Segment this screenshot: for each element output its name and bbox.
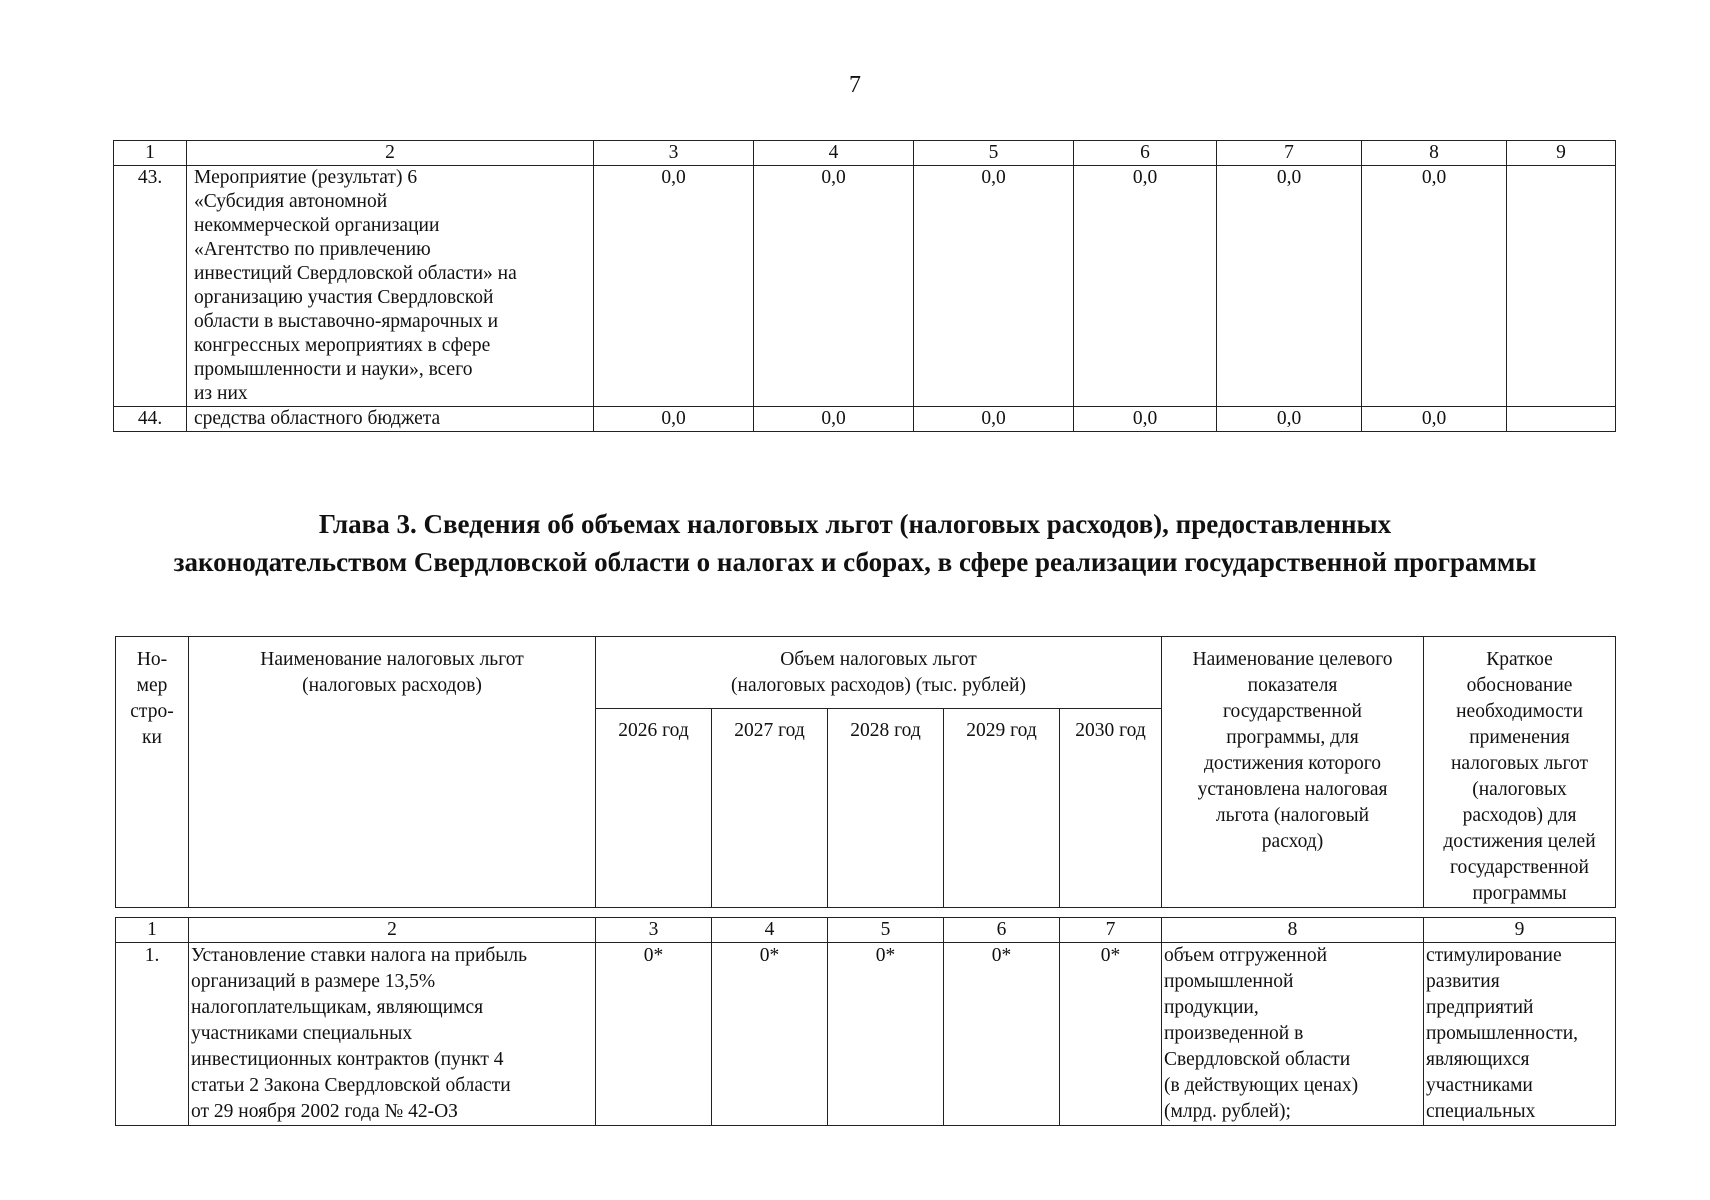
text-line: участниками специальных bbox=[191, 1023, 413, 1044]
table-header-row bbox=[114, 141, 1616, 166]
justification-cell bbox=[1424, 943, 1616, 1126]
value-cell: 0,0 bbox=[1074, 407, 1217, 432]
text-line: промышленности, bbox=[1426, 1023, 1579, 1044]
text-line: льгота (налоговый bbox=[1215, 805, 1370, 826]
value-cell: 0,0 bbox=[1217, 166, 1362, 407]
value-cell: 0,0 bbox=[1362, 166, 1507, 407]
chapter-title-line: Глава 3. Сведения об объемах налоговых льгот (налоговых расходов), предоставленных bbox=[318, 509, 1392, 539]
text-line: программы, для bbox=[1226, 727, 1359, 748]
column-number: 5 bbox=[914, 141, 1074, 166]
text-line: развития bbox=[1426, 971, 1500, 992]
text-line: Но- bbox=[136, 649, 168, 670]
row-name bbox=[189, 943, 596, 1126]
value-cell: 0* bbox=[1060, 943, 1162, 1126]
value-cell: 0,0 bbox=[754, 166, 914, 407]
target-indicator-cell bbox=[1162, 943, 1424, 1126]
text-line: статьи 2 Закона Свердловской области bbox=[191, 1075, 511, 1096]
header-relief-name bbox=[189, 637, 596, 908]
text-line: налоговых льгот bbox=[1450, 753, 1589, 774]
value-cell: 0,0 bbox=[1217, 407, 1362, 432]
text-line: необходимости bbox=[1456, 701, 1583, 722]
column-number: 7 bbox=[1060, 918, 1162, 943]
column-number: 8 bbox=[1162, 918, 1424, 943]
text-line: государственной bbox=[1223, 701, 1362, 722]
chapter-title bbox=[0, 505, 1710, 581]
page-number: 7 bbox=[849, 72, 861, 98]
tax-relief-data-table bbox=[115, 917, 1616, 1126]
value-cell: 0,0 bbox=[594, 166, 754, 407]
column-number: 7 bbox=[1217, 141, 1362, 166]
column-number: 6 bbox=[944, 918, 1060, 943]
row-number: 43. bbox=[114, 166, 187, 407]
table-row bbox=[114, 166, 1616, 407]
text-line: являющихся bbox=[1426, 1049, 1530, 1070]
column-number: 1 bbox=[114, 141, 187, 166]
row-number: 1. bbox=[116, 943, 189, 1126]
text-line: стимулирование bbox=[1426, 945, 1562, 966]
text-line: инвестиций Свердловской области» на bbox=[194, 263, 517, 284]
tax-relief-header-table bbox=[115, 636, 1616, 908]
row-name bbox=[187, 166, 594, 407]
text-line: специальных bbox=[1426, 1101, 1536, 1122]
text-line: Краткое bbox=[1486, 649, 1553, 670]
text-line: расходов) для bbox=[1462, 805, 1577, 826]
value-cell: 0,0 bbox=[594, 407, 754, 432]
column-number: 1 bbox=[116, 918, 189, 943]
year-header: 2027 год bbox=[712, 708, 828, 907]
text-line: конгрессных мероприятиях в сфере bbox=[194, 335, 491, 356]
column-number: 5 bbox=[828, 918, 944, 943]
year-header: 2030 год bbox=[1060, 708, 1162, 907]
column-number: 3 bbox=[594, 141, 754, 166]
value-cell: 0,0 bbox=[754, 407, 914, 432]
header-relief-volume bbox=[596, 637, 1162, 709]
header-row-number bbox=[116, 637, 189, 908]
text-line: организаций в размере 13,5% bbox=[191, 971, 436, 992]
text-line: (млрд. рублей); bbox=[1164, 1101, 1291, 1122]
text-line: промышленной bbox=[1164, 971, 1294, 992]
value-cell bbox=[1507, 166, 1616, 407]
text-line: установлена налоговая bbox=[1197, 779, 1388, 800]
column-number: 2 bbox=[189, 918, 596, 943]
column-number: 3 bbox=[596, 918, 712, 943]
value-cell: 0,0 bbox=[1074, 166, 1217, 407]
text-line: стро- bbox=[130, 701, 174, 722]
row-name: средства областного бюджета bbox=[187, 407, 594, 432]
table-row bbox=[116, 943, 1616, 1126]
column-number: 6 bbox=[1074, 141, 1217, 166]
column-number: 4 bbox=[754, 141, 914, 166]
year-header: 2029 год bbox=[944, 708, 1060, 907]
text-line: «Субсидия автономной bbox=[194, 191, 388, 212]
text-line: государственной bbox=[1450, 857, 1589, 878]
value-cell: 0,0 bbox=[914, 166, 1074, 407]
text-line: Установление ставки налога на прибыль bbox=[191, 945, 528, 966]
text-line: расход) bbox=[1261, 831, 1324, 852]
value-cell: 0* bbox=[944, 943, 1060, 1126]
text-line: «Агентство по привлечению bbox=[194, 239, 431, 260]
header-justification bbox=[1424, 637, 1616, 908]
text-line: (в действующих ценах) bbox=[1164, 1075, 1359, 1096]
column-number: 9 bbox=[1507, 141, 1616, 166]
text-line: продукции, bbox=[1164, 997, 1259, 1018]
column-number: 8 bbox=[1362, 141, 1507, 166]
text-line: применения bbox=[1469, 727, 1570, 748]
column-number: 2 bbox=[187, 141, 594, 166]
text-line: Объем налоговых льгот bbox=[780, 649, 977, 670]
text-line: организацию участия Свердловской bbox=[194, 287, 494, 308]
table-header-row bbox=[116, 637, 1616, 709]
text-line: достижения целей bbox=[1443, 831, 1596, 852]
value-cell: 0* bbox=[596, 943, 712, 1126]
text-line: участниками bbox=[1426, 1075, 1533, 1096]
value-cell bbox=[1507, 407, 1616, 432]
table-header-row bbox=[116, 918, 1616, 943]
header-target-indicator bbox=[1162, 637, 1424, 908]
text-line: от 29 ноября 2002 года № 42-ОЗ bbox=[191, 1101, 458, 1122]
text-line: показателя bbox=[1247, 675, 1338, 696]
year-header: 2028 год bbox=[828, 708, 944, 907]
row-number: 44. bbox=[114, 407, 187, 432]
chapter-title-line: законодательством Свердловской области о налогах и сборах, в сфере реализации государственной программы bbox=[173, 547, 1537, 577]
text-line: (налоговых расходов) (тыс. рублей) bbox=[731, 675, 1026, 696]
text-line: предприятий bbox=[1426, 997, 1534, 1018]
text-line: обоснование bbox=[1466, 675, 1573, 696]
text-line: Мероприятие (результат) 6 bbox=[194, 167, 418, 188]
text-line: произведенной в bbox=[1164, 1023, 1304, 1044]
text-line: налогоплательщикам, являющимся bbox=[191, 997, 484, 1018]
value-cell: 0,0 bbox=[914, 407, 1074, 432]
text-line: программы bbox=[1472, 883, 1567, 904]
text-line: (налоговых расходов) bbox=[302, 675, 482, 696]
text-line: достижения которого bbox=[1203, 753, 1382, 774]
text-line: некоммерческой организации bbox=[194, 215, 440, 236]
expenditure-table bbox=[113, 140, 1616, 432]
text-line: инвестиционных контрактов (пункт 4 bbox=[191, 1049, 504, 1070]
table-row bbox=[114, 407, 1616, 432]
text-line: Наименование целевого bbox=[1192, 649, 1393, 670]
value-cell: 0,0 bbox=[1362, 407, 1507, 432]
text-line: из них bbox=[194, 383, 248, 404]
text-line: объем отгруженной bbox=[1164, 945, 1328, 966]
text-line: мер bbox=[136, 675, 168, 696]
text-line: промышленности и науки», всего bbox=[194, 359, 473, 380]
column-number: 9 bbox=[1424, 918, 1616, 943]
text-line: Свердловской области bbox=[1164, 1049, 1351, 1070]
text-line: области в выставочно-ярмарочных и bbox=[194, 311, 499, 332]
column-number: 4 bbox=[712, 918, 828, 943]
text-line: (налоговых bbox=[1472, 779, 1567, 800]
text-line: ки bbox=[142, 727, 162, 748]
value-cell: 0* bbox=[712, 943, 828, 1126]
text-line: Наименование налоговых льгот bbox=[260, 649, 524, 670]
year-header: 2026 год bbox=[596, 708, 712, 907]
value-cell: 0* bbox=[828, 943, 944, 1126]
